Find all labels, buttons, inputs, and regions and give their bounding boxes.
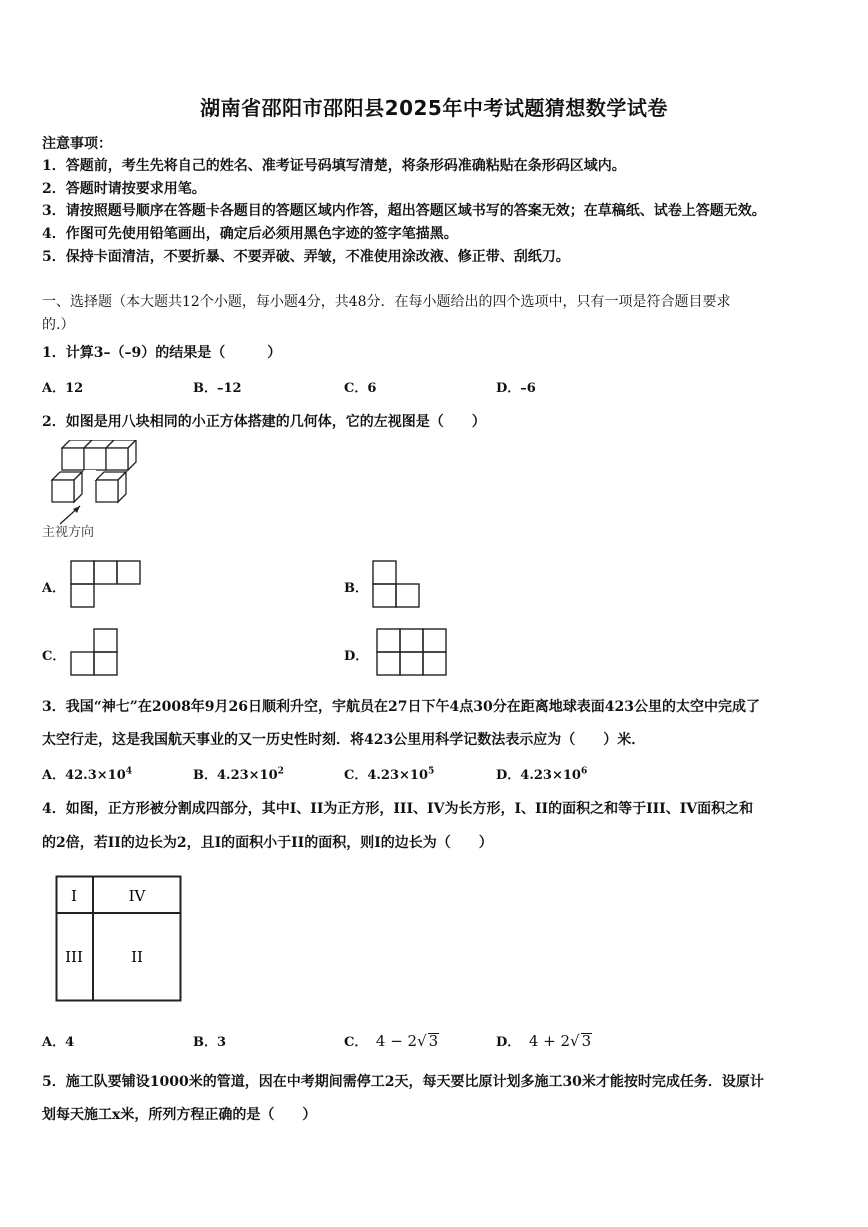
note-item: 4．作图可先使用铅笔画出，确定后必须用黑色字迹的签字笔描黑。: [42, 226, 458, 242]
q2-option-c-label: C．: [42, 649, 66, 664]
note-item: 2．答题时请按要求用笔。: [42, 181, 206, 197]
page-title: 湖南省邵阳市邵阳县2025年中考试题猜想数学试卷: [200, 96, 668, 120]
section-heading-cont: 的.）: [42, 317, 75, 333]
q4-option-d: D． 4 + 2√ 3: [496, 1032, 592, 1050]
note-item: 1．答题前，考生先将自己的姓名、准考证号码填写清楚，将条形码准确粘贴在条形码区域内。: [42, 158, 626, 174]
q3-option-b: B．$4.23\times 10^2$: [193, 766, 284, 783]
q1-option-b: B．–12: [193, 381, 242, 396]
q3-option-d: D．$4.23\times 10^6$: [496, 766, 588, 783]
region-ii-label: II: [131, 948, 143, 966]
figure-caption: 主视方向: [42, 525, 95, 540]
notes-heading: 注意事项：: [42, 136, 112, 152]
q2-option-b-label: B．: [344, 581, 368, 596]
q4-option-c: C． 4 − 2√ 3: [344, 1032, 439, 1050]
q2-option-a-label: A．: [42, 581, 66, 596]
note-item: 3．请按照题号顺序在答题卡各题目的答题区域内作答，超出答题区域书写的答案无效；在草稿纸、试卷上答题无效。: [42, 203, 766, 219]
question-4-line2: 的2倍，若II的边长为2，且I的面积小于II的面积，则I的边长为（ ）: [42, 835, 493, 851]
note-item: 5．保持卡面清洁，不要折暴、不要弄破、弄皱，不准使用涂改液、修正带、刮纸刀。: [42, 249, 570, 265]
q1-option-a: A．12: [42, 381, 84, 396]
region-i-label: I: [71, 887, 77, 905]
question-5-line1: 5．施工队要铺设1000米的管道，因在中考期间需停工2天，每天要比原计划多施工30米才能按时完成任务．设原计: [42, 1074, 764, 1090]
question-5-line2: 划每天施工x米，所列方程正确的是（ ）: [42, 1107, 317, 1123]
question-3-line1: 3．我国“神七”在2008年9月26日顺利升空，宇航员在27日下午4点30分在距离地球表面423公里的太空中完成了: [42, 699, 760, 715]
q2-option-d-label: D．: [344, 649, 369, 664]
region-iv-label: IV: [128, 887, 146, 905]
region-iii-label: III: [65, 948, 83, 966]
q4-option-a: A．4: [42, 1035, 75, 1050]
q2-option-a-figure: [70, 560, 142, 608]
question-4-line1: 4．如图，正方形被分割成四部分，其中I、II为正方形，III、IV为长方形，I、II的面积之和等于III、IV面积之和: [42, 801, 754, 817]
q2-option-b-figure: [372, 560, 422, 608]
section-heading: 一、选择题（本大题共12个小题，每小题4分，共48分．在每小题给出的四个选项中，只有一项是符合题目要求: [42, 294, 731, 310]
question-2-stem: 2．如图是用八块相同的小正方体搭建的几何体，它的左视图是（ ）: [42, 414, 486, 430]
q2-option-d-figure: [376, 628, 448, 676]
q1-option-d: D．–6: [496, 381, 536, 396]
question-3-line2: 太空行走，这是我国航天事业的又一历史性时刻．将423公里用科学记数法表示应为（ ）米．: [42, 732, 646, 748]
square-partition-figure: [55, 875, 183, 1003]
q3-option-a: A．$42.3\times 10^4$: [42, 766, 133, 783]
q3-option-c: C．$4.23\times 10^5$: [344, 766, 435, 783]
q2-option-c-figure: [70, 628, 120, 676]
q4-option-b: B．3: [193, 1035, 227, 1050]
q1-option-c: C．6: [344, 381, 377, 396]
question-1-stem: 1．计算3–（–9）的结果是（ ）: [42, 345, 282, 361]
